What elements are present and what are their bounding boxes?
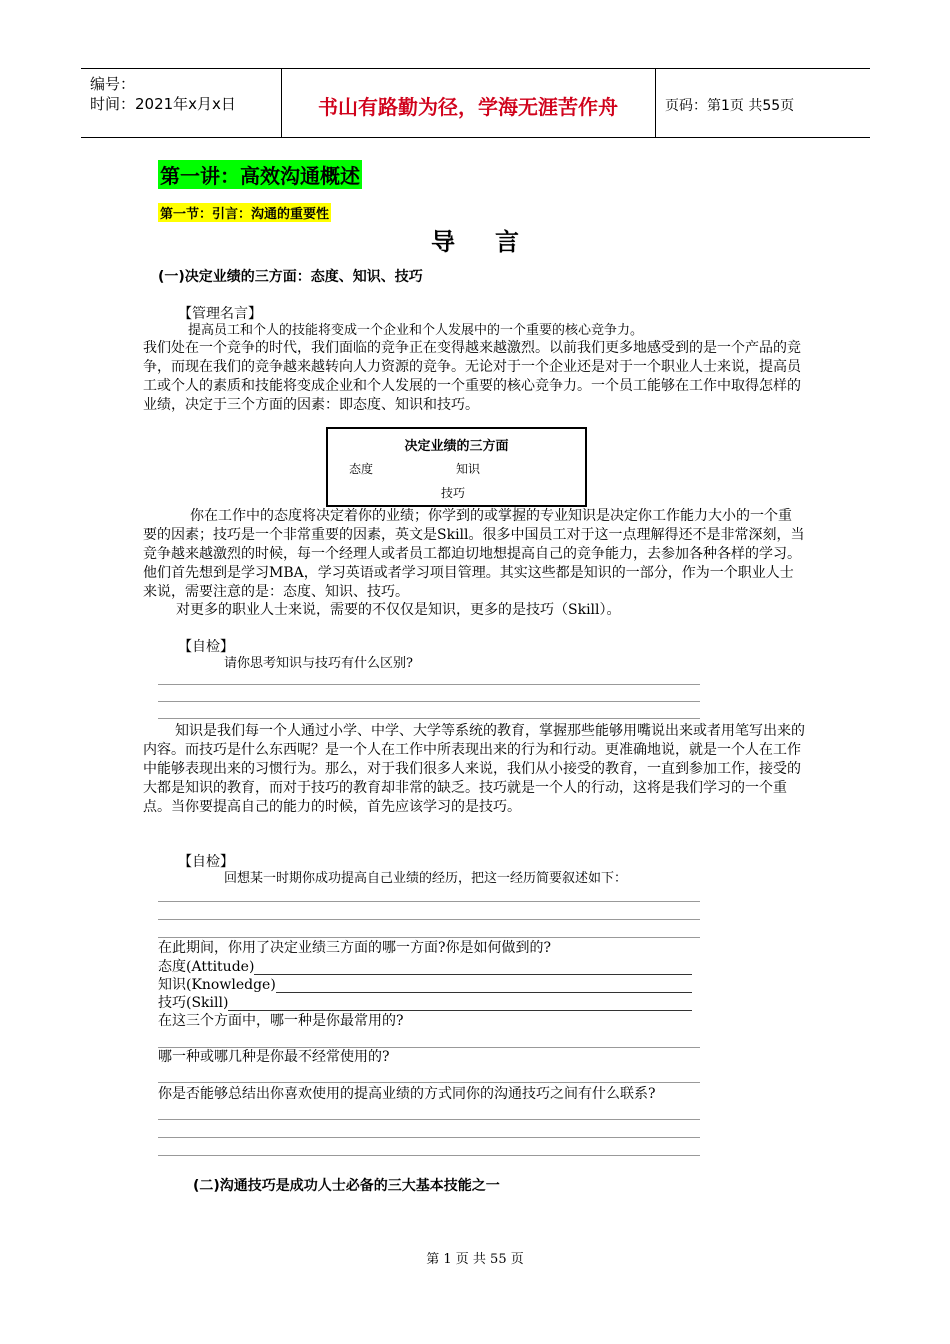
chapter-title: 第一讲：高效沟通概述 [158, 160, 362, 189]
selfcheck-label: 【自检】 [178, 639, 234, 655]
paragraph-3: 对更多的职业人士来说，需要的不仅仅是知识，更多的是技巧（Skill）。 [176, 602, 621, 618]
knowledge-row [158, 976, 692, 995]
knowledge-answer-line[interactable] [276, 976, 692, 993]
header-divider [655, 69, 656, 137]
main-title: 导言 [431, 228, 559, 256]
section-title: 第一节：引言：沟通的重要性 [158, 203, 331, 222]
part1-heading: (一)决定业绩的三方面：态度、知识、技巧 [158, 269, 423, 285]
paragraph-1: 我们处在一个竞争的时代，我们面临的竞争正在变得越来越激烈。以前我们更多地感受到的是一个产品的竞争，而现在我们的竞争越来越转向人力资源的竞争。无论对于一个企业还是对于一个职业人士来说，提高员工或个人的素质和技能将变成企业和个人发展的一个重要的核心竞争力。一个员工能够在工作中取得怎样的业绩，决定于三个方面的因素：即态度、知识和技巧。 [143, 340, 801, 413]
answer-line [158, 1119, 700, 1120]
selfcheck-label: 【自检】 [178, 854, 234, 870]
selfcheck-prompt: 请你思考知识与技巧有什么区别? [224, 656, 413, 671]
question-1: 在此期间，你用了决定业绩三方面的哪一方面?你是如何做到的? [158, 940, 552, 956]
attitude-answer-line[interactable] [254, 958, 692, 975]
skill-row [158, 994, 692, 1013]
box-title: 决定业绩的三方面 [404, 439, 509, 454]
time-label: 时间：2021年x月x日 [90, 95, 236, 113]
selfcheck-prompt: 回想某一时期你成功提高自己业绩的经历，把这一经历简要叙述如下： [224, 871, 628, 886]
attitude-label: 态度(Attitude) [158, 959, 255, 975]
header-page-info: 页码：第1页 共55页 [665, 98, 795, 114]
answer-line [158, 684, 700, 685]
answer-line [158, 901, 700, 902]
skill-label: 技巧(Skill) [158, 995, 229, 1011]
question-3: 哪一种或哪几种是你最不经常使用的? [158, 1049, 390, 1065]
answer-line [158, 1155, 700, 1156]
performance-factors-box [326, 427, 587, 507]
part2-heading: (二)沟通技巧是成功人士必备的三大基本技能之一 [193, 1178, 500, 1194]
skill-answer-line[interactable] [228, 994, 692, 1011]
box-item-attitude: 态度 [349, 462, 374, 476]
question-2: 在这三个方面中，哪一种是你最常用的? [158, 1013, 404, 1029]
quote-text: 提高员工和个人的技能将变成一个企业和个人发展中的一个重要的核心竞争力。 [188, 323, 644, 338]
paragraph-4: 知识是我们每一个人通过小学、中学、大学等系统的教育，掌握那些能够用嘴说出来或者用笔写出来的内容。而技巧是什么东西呢？是一个人在工作中所表现出来的行为和行动。更准确地说，就是一个人在工作中能够表现出来的习惯行为。那么，对于我们很多人来说，我们从小接受的教育，一直到参加工作，接受的大都是知识的教育，而对于技巧的教育却非常的缺乏。技巧就是一个人的行动，这将是我们学习的一个重点。当你要提高自己的能力的时候，首先应该学习的是技巧。 [143, 723, 805, 815]
page-footer: 第 1 页 共 55 页 [426, 1252, 524, 1267]
answer-line [158, 701, 700, 702]
answer-line [158, 1082, 700, 1083]
page-header [81, 68, 870, 138]
answer-line [158, 1137, 700, 1138]
question-4: 你是否能够总结出你喜欢使用的提高业绩的方式同你的沟通技巧之间有什么联系? [158, 1086, 656, 1102]
answer-line [158, 937, 700, 938]
answer-line [158, 718, 700, 719]
number-label: 编号： [90, 75, 136, 93]
header-motto: 书山有路勤为径，学海无涯苦作舟 [318, 95, 618, 119]
attitude-row [158, 958, 692, 977]
header-meta [90, 74, 236, 114]
knowledge-label: 知识(Knowledge) [158, 977, 276, 993]
box-item-knowledge: 知识 [456, 462, 481, 476]
answer-line [158, 919, 700, 920]
box-item-skill: 技巧 [441, 486, 466, 500]
paragraph-2: 你在工作中的态度将决定着你的业绩；你学到的或掌握的专业知识是决定你工作能力大小的一个重要的因素；技巧是一个非常重要的因素，英文是Skill。很多中国员工对于这一点理解得还不是非常深刻，当竞争越来越激烈的时候，每一个经理人或者员工都迫切地想提高自己的竞争能力，去参加各种各样的学习。他们首先想到是学习MBA，学习英语或者学习项目管理。其实这些都是知识的一部分，作为一个职业人士来说，需要注意的是：态度、知识、技巧。 [143, 508, 805, 600]
quote-label: 【管理名言】 [178, 306, 262, 322]
